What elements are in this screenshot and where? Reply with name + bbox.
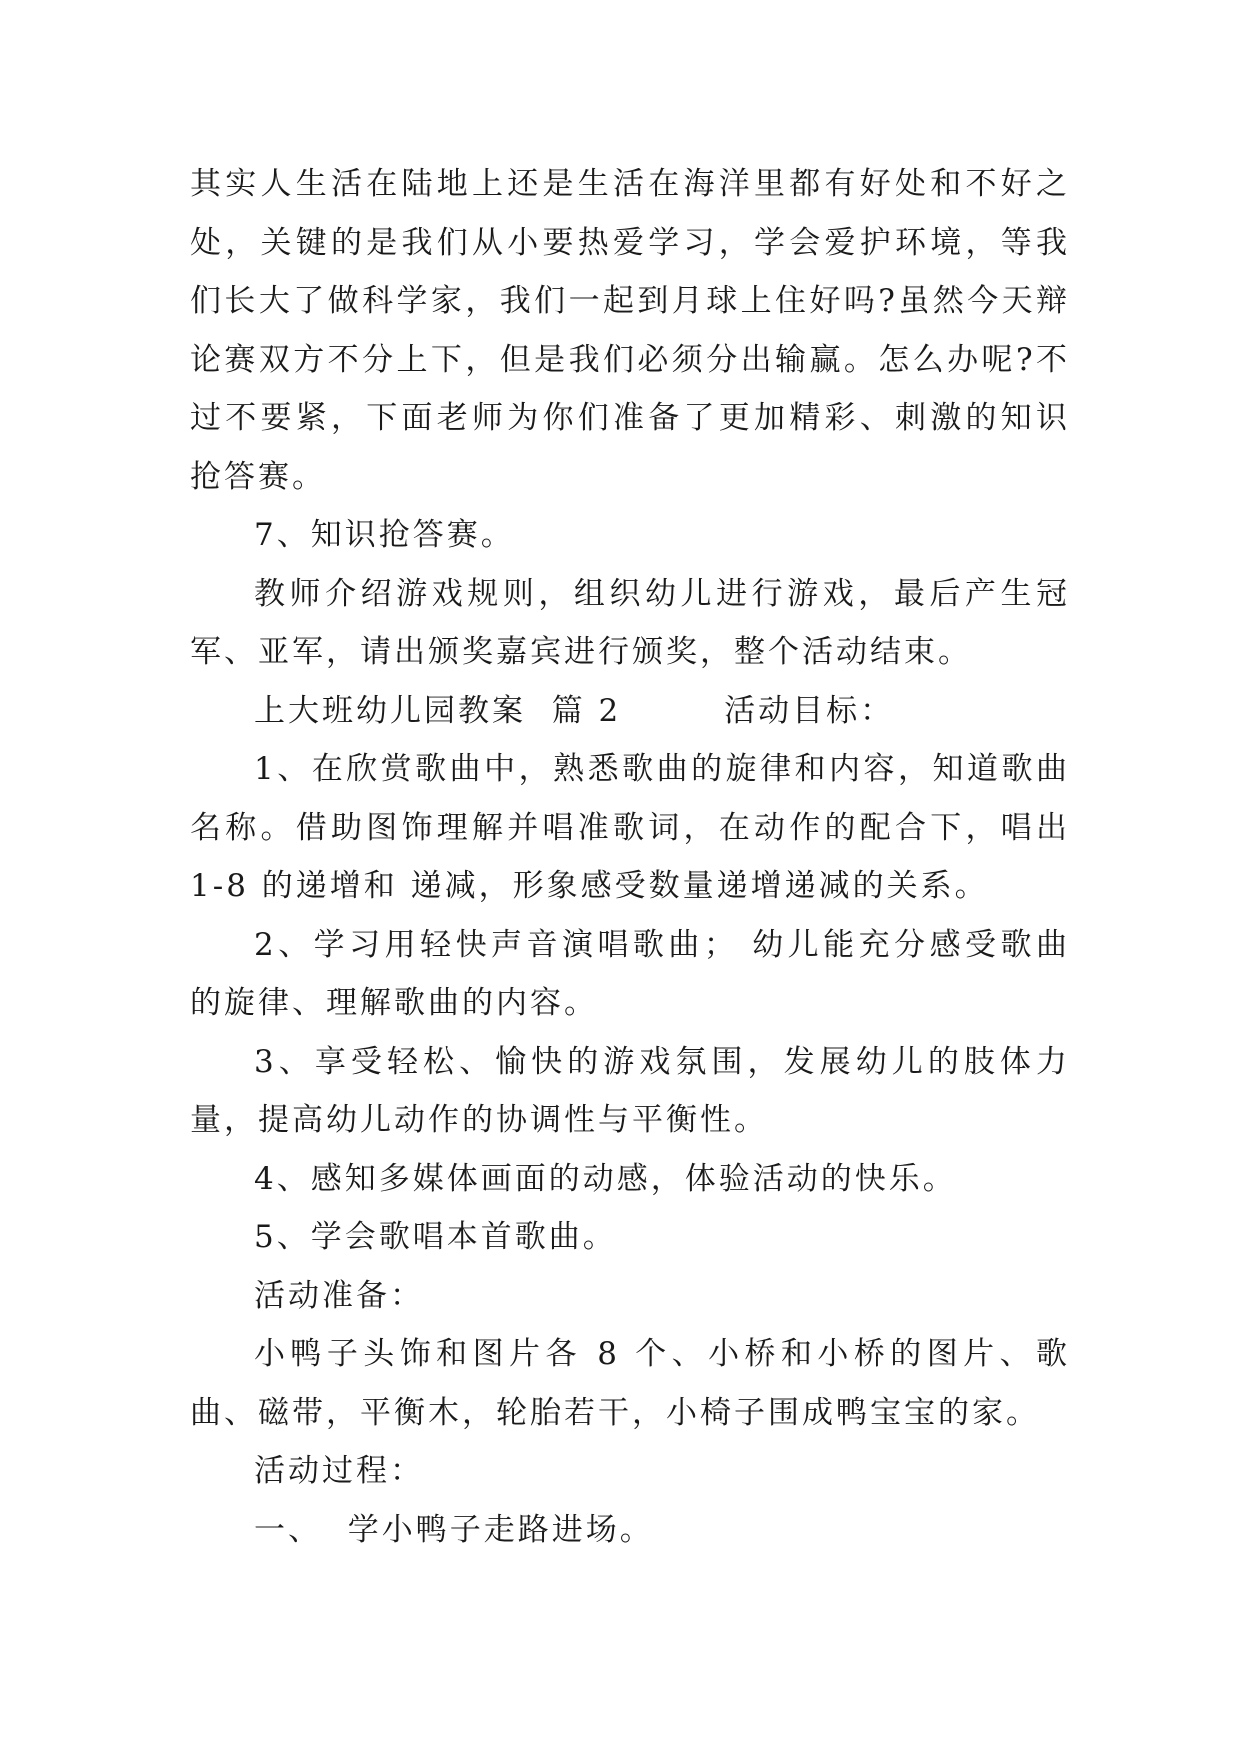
section-heading-lesson-2: 上大班幼儿园教案 篇 2 活动目标： (254, 692, 895, 729)
objective-5: 5、学会歌唱本首歌曲。 (254, 1219, 617, 1255)
objective-1: 1、在欣赏歌曲中，熟悉歌曲的旋律和内容，知道歌曲名称。借助图饰理解并唱准歌词，在动作的配合下，唱出 1-8 的递增和 递减，形象感受数量递增递减的关系。 (190, 751, 1070, 904)
document-page (190, 155, 1070, 1559)
process-step-1: 一、 学小鸭子走路进场。 (254, 1511, 654, 1548)
paragraph-intro: 其实人生活在陆地上还是生活在海洋里都有好处和不好之处，关键的是我们从小要热爱学习，学会爱护环境，等我们长大了做科学家，我们一起到月球上住好吗?虽然今天辩论赛双方不分上下，但是我们必须分出输赢。怎么办呢?不过不要紧，下面老师为你们准备了更加精彩、刺激的知识抢答赛。 (190, 166, 1070, 495)
paragraph-step-7: 7、知识抢答赛。 (254, 517, 515, 553)
heading-preparation: 活动准备： (254, 1277, 424, 1314)
heading-process: 活动过程： (254, 1453, 424, 1489)
preparation-list: 小鸭子头饰和图片各 8 个、小桥和小桥的图片、歌曲、磁带，平衡木，轮胎若干，小椅子围成鸭宝宝的家。 (190, 1336, 1070, 1431)
objective-3: 3、享受轻松、愉快的游戏氛围，发展幼儿的肢体力量，提高幼儿动作的协调性与平衡性。 (190, 1043, 1070, 1138)
objective-2: 2、学习用轻快声音演唱歌曲； 幼儿能充分感受歌曲的旋律、理解歌曲的内容。 (190, 926, 1070, 1021)
paragraph-game-rules: 教师介绍游戏规则，组织幼儿进行游戏，最后产生冠军、亚军，请出颁奖嘉宾进行颁奖，整个活动结束。 (190, 575, 1070, 670)
objective-4: 4、感知多媒体画面的动感，体验活动的快乐。 (254, 1160, 957, 1197)
